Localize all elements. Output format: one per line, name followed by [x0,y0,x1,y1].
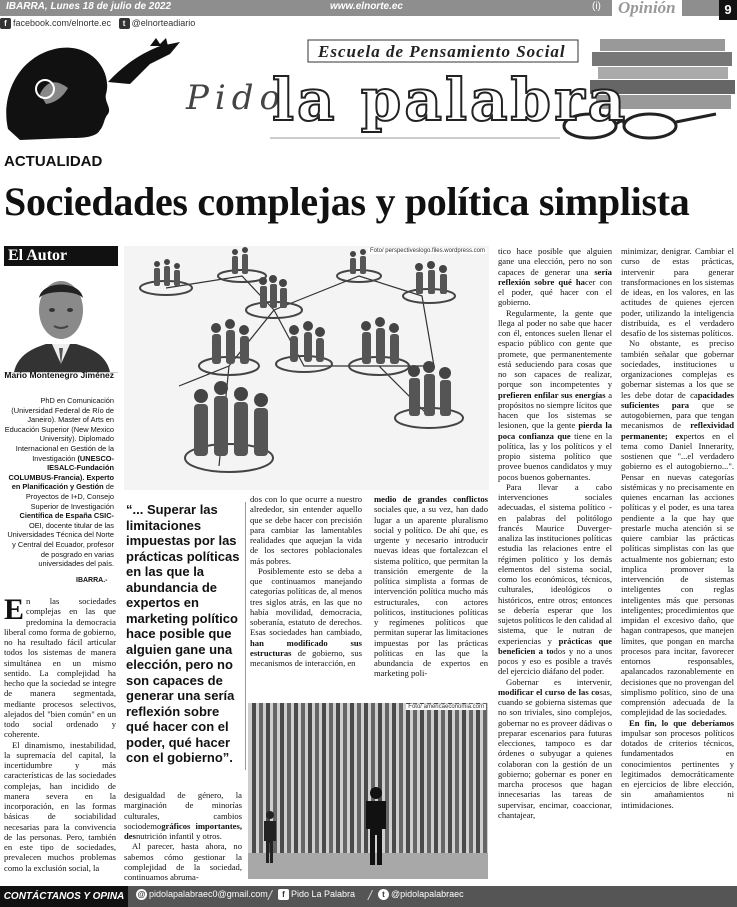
social-network-icon [124,246,489,490]
wall-post [336,703,340,853]
paragraph: Al parecer, hasta ahora, no sabemos cómo gestionar la complejidad de la sociedad, continuamos abruma- [124,841,242,882]
author-bio-text: PhD en Comunicación (Universidad Federal de Río de Janeiro). Master of Arts en Educación Superior (New Mexico University). Diplomado Internacional en Gestión de la Investigación [4,396,114,463]
contact-label: CONTÁCTANOS Y OPINA [0,886,128,907]
author-bio [4,396,114,569]
photo-credit: Foto/ perspectiveslogo.files.wordpress.com [369,248,485,254]
wall-post [287,703,291,853]
paragraph-text: No obstante, es preciso también señalar que gobernar sociedades, instituciones u organizaciones complejas es gobernar sistemas a los que se les debe dotar de ca [621,338,734,400]
wall-post [329,703,333,853]
author-bio-text: OEI, docente titular de las Universidades Técnica del Norte y Central del Ecuador, profesor de posgrado en varias universidades del país. [7,520,114,569]
paragraph-text: tiene en la política, las y los políticos y el propio sistema político que provee buenos candidatos y muy pocos buenos gobernantes. [498,430,613,482]
wall-post [462,703,466,853]
paragraph [374,494,488,679]
wall-post [315,703,319,853]
paragraph-bold: prefieren enfilar sus energías [498,389,606,400]
wall-post [364,703,368,853]
paragraph-bold: gráficos importantes, des [124,820,242,841]
text-column-5 [621,246,734,810]
social-links [0,18,195,32]
paragraph [498,677,612,821]
border-wall-icon [248,703,488,879]
paragraph-bold: pierda la poca confianza que [498,420,612,441]
wall-post [469,703,473,853]
paragraph [498,308,612,482]
footer-separator: / [368,887,372,903]
paragraph: El dinamismo, inestabilidad, la supremacía del capital, la incertidumbre y más características de las sociedades complejas, han incidido de manera severa en la incorporación, en las formas básicas de sociabilidad necesarias para la convivencia de las personas. Pero, también en este tipo de sociedades, prevalecen muchos problemas como la exclusión social, la [4,739,116,873]
footer-facebook-text: Pido La Palabra [291,889,356,899]
facebook-icon: f [278,889,289,900]
text-column-1 [4,593,116,873]
paragraph-text: Para llevar a cabo intervenciones sociales adecuadas, el sistema político -en palabras del politólogo francés Maurice Duverger- analiza las instituciones políticas estudia las relaciones entre el régimen político y los demás elementos del sistema social, como los económicos, técnicos, culturales, ideológicos o históricos, entre otros; entonces se debería esperar que los sujetos políticos le den calidad al sistema, que le nutran de experiencias y [498,481,612,646]
paragraph-bold: pacidades suficientes para [621,389,734,410]
paragraph-text: sas, cuando se gobierna sistemas que no son triviales, sino complejos, gobernar no es proveer dádivas o preparar escenarios para futuras elecciones, tampoco es dar órdenes o subyugar a quienes colaboran con la gestión de un gobierno; gobernar es poner en marcha procesos que hagan innecesarias las tareas de supervisar, encimar, coaccionar, chantajear, [498,686,612,820]
photo-credit: Foto/ americaeconomia.com [408,704,484,710]
paragraph-text: sociales que, a su vez, han dado lugar a un aparente pluralismo social y político. De ahí que, es urgente y necesario introducir nuevas ideas que fortalezcan el sistema político, que permitan la transición emergente de la política simplista a formas de intervención política mucho más estructurales, con actores políticos, instituciones políticas y regímenes políticos que permitan superar las limitaciones impuestas por las prácticas políticas en las que la abundancia de expertos en marketing poli- [374,504,488,679]
author-bio-bold: (UNESCO-IESALC-Fundación COLUMBUS-Francia). Experto en Planificación y Gestión [8,453,114,492]
paragraph-bold: En fin, lo que deberíamos [629,717,734,728]
text-column-4 [498,246,612,820]
wall-post [420,703,424,853]
wall-post [252,703,256,853]
wall-post [308,703,312,853]
paragraph-text: desigualdad de género, la marginación de minorías culturales, cambios sociodemo [124,790,242,831]
speaker-silhouette-icon [6,38,180,140]
paragraph-bold: reflexividad permanente; ex [621,420,734,441]
issue-date: IBARRA, Lunes 18 de julio de 2022 [6,1,172,12]
paragraph-text: Gobernar es intervenir, [506,676,612,687]
wall-post [294,703,298,853]
twitter-icon: t [119,18,130,29]
paragraph [498,246,612,308]
top-strip [0,0,737,16]
section-tag: (i) [592,1,601,12]
quote-divider [245,502,246,770]
footer-separator: / [268,887,272,903]
wall-post [357,703,361,853]
wall-post [399,703,403,853]
twitter-link[interactable]: @elnorteadiario [131,18,196,28]
facebook-icon: f [0,18,11,29]
wall-post [455,703,459,853]
article-headline: Sociedades complejas y política simplista [4,179,690,224]
paragraph-text: Posiblemente esto se deba a que continuamos manejando categorías políticas de, al menos tres siglos atrás, en las que no había movilidad, democracia, soberanía, estatuto de derechos. Esas sociedades han cambiado, [250,565,362,638]
paragraph-bold: sería reflexión sobre qué ha [498,266,612,287]
paragraph-text: nutrición infantil y otros. [135,831,222,841]
email-icon: @ [137,890,146,900]
paragraph [621,718,734,810]
wall-post [483,703,487,853]
paragraph-bold: medio de grandes conflictos [374,494,488,504]
author-photo [4,268,118,373]
paragraph [124,790,242,841]
author-heading: El Autor [4,246,118,266]
drop-cap: E [4,593,25,626]
paragraph-text: pertos en el tema como Daniel Innerarity, sostienen que "...el verdadero gobierno es el autogobierno...". Pensar en nuevas categorías sistémicas y no precisamente en quienes encarnan las acciones políticas y el poder, es una tarea pendiente a la que hay que prestarle mucha atención si se quiere cambiar las prácticas políticas simplistas con las que actualmente nos gobiernan; esto implica promover la intervención de sistemas inteligentes con reglas inteligentes más que personas inteligentes; procedimientos que impidan el excesivo daño, que hagan contrapesos, que manejen límites, que pongan en marcha procesos para incitar, favorecer entornos responsables, apalancados razonablemente en decisiones que no provengan del simplismo político, sino de una comprensión adecuada de la complejidad de las sociedades. [621,430,734,718]
paragraph-text: a propósitos no siempre lícitos que hacen que los sistemas se lesionen, que la gente [498,389,613,431]
paragraph [621,338,734,717]
banner-pido: Pido [186,78,286,118]
article-kicker: ACTUALIDAD [4,153,103,170]
author-bio-bold: Científica de España CSIC- [19,511,114,521]
text-column-2-bottom [124,790,242,882]
twitter-icon: t [378,889,389,900]
wall-post [392,703,396,853]
wall-post [434,703,438,853]
dateline: IBARRA.- [76,577,108,584]
footer-email[interactable] [136,889,268,900]
paragraph: dos con lo que ocurre a nuestro alrededor, sin entender aquello que se debe hacer con precisión para cambiar las lamentables realidades que aquejan la vida de los sectores poblacionales más pobres. [250,494,362,566]
paragraph-bold: han modificado sus estructuras [250,637,362,658]
wall-post [441,703,445,853]
paragraph-text: cer con el poder, qué hacer con el gobierno. [498,276,612,308]
wall-post [280,703,284,853]
paragraph-bold: prácticas que beneficien a to [498,635,612,656]
paragraph-text: impulsar son procesos políticos dotados de criterios técnicos, fundamentados en conocimientos pertinentes y legitimados democráticamente en ejercicios de libre elección, sin amañamientos ni intimidaciones. [621,727,734,810]
paragraph-text: de gobierno, sus mecanismos de interacción, en [250,647,363,668]
wall-post [301,703,305,853]
section-name: Opinión [612,0,682,18]
wall-post [385,703,389,853]
text-column-3 [374,494,488,679]
banner-la-palabra: la palabra [272,66,629,134]
network-people-image [124,246,489,490]
text-column-2-top [250,494,362,668]
footer-twitter[interactable] [378,889,464,900]
paragraph-text: tico hace posible que alguien gane una elección, pero no son capaces de generar una [498,246,612,277]
footer-twitter-text: @pidolapalabraec [391,889,464,899]
wall-post [448,703,452,853]
pull-quote: “... Superar las limitaciones impuestas por las prácticas políticas en las que la abundancia de expertos en marketing político hace posible que alguien gane una elección, pero no son capaces de generar una sería reflexión sobre qué hacer con el poder, qué hacer con el gobierno”. [126,502,240,765]
page-number: 9 [719,0,737,20]
wall-post [413,703,417,853]
footer-email-text: pidolapalabraec0@gmail.com [149,889,268,899]
paragraph-text: Regularmente, la gente que llega al poder no sabe que hacer con él, entonces suelen llenar el espacio público con gente que promete, que permanentemente está seduciendo para cosas que no son capaces de realizar, porque son incompetentes y [498,307,612,390]
wall-post [322,703,326,853]
wall-post [476,703,480,853]
paragraph-bold: modificar el curso de las co [498,686,600,697]
facebook-link[interactable]: facebook.com/elnorte.ec [13,18,112,28]
wall-post [350,703,354,853]
paragraph [250,566,362,669]
school-name: Escuela de Pensamiento Social [318,42,566,61]
author-name: Mario Montenegro Jiménez [4,370,114,380]
paragraph: n las sociedades complejas en las que predomina la democracia liberal como forma de gobierno, no ha resultado fácil articular todos los sistemas de manera simultánea en un mismo sentido. La complejidad ha hecho que la sociedad se integre de manera segmentada, mediante procesos selectivos, alejados del "bien común" en un todo social ordenado y coherente. [4,596,116,740]
paragraph: minimizar, denigrar. Cambiar el curso de estas prácticas, intervenir para generar transformaciones en los sistemas de ideas, en los valores, en las actitudes de quienes ejercen poder, utilizando la inteligencia distribuida, es el verdadero desafío de los sistemas políticos. [621,246,734,338]
wall-post [259,703,263,853]
author-bio-text: de Proyectos de I+D, Consejo Superior de Investigación [25,482,114,511]
paragraph-text: que se autogobiernen, para que tengan mecanismos de [621,399,734,431]
wall-post [343,703,347,853]
paragraph [498,482,612,677]
border-wall-image [248,703,488,879]
wall-post [406,703,410,853]
wall-post [427,703,431,853]
footer-facebook[interactable] [278,889,355,900]
website-link[interactable]: www.elnorte.ec [330,1,403,12]
paragraph-text: dos y no a unos pocos y eso es posible a través del ejercicio diáfano del poder. [498,645,612,677]
